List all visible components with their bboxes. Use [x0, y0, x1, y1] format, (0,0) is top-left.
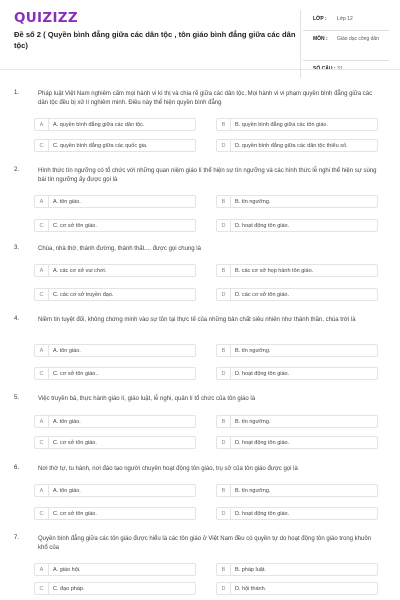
option-letter: A [35, 119, 49, 130]
option-text: C. các cơ sở truyền đạo. [53, 291, 114, 298]
option-text: B. quyền bình đẳng giữa các tôn giáo. [235, 121, 328, 128]
option-letter: B [217, 485, 231, 496]
option-letter: B [217, 345, 231, 356]
meta-label [303, 66, 337, 78]
question-number: 7. [14, 535, 20, 541]
option-text: D. hoạt động tôn giáo. [235, 222, 290, 229]
question-item [14, 90, 386, 160]
question-text: Hình thức tín ngưỡng có tổ chức với những quan niệm giáo lí thể hiện sự tín ngưỡng và các hình thức lễ nghi thể hiện sự sùng bái tín ngưỡng ấy được gọi là [38, 168, 377, 183]
option-letter: C [35, 583, 49, 594]
option-d[interactable] [216, 582, 378, 595]
option-text: B. pháp luật. [235, 566, 266, 573]
option-letter: D [217, 508, 231, 519]
option-c[interactable] [34, 367, 196, 380]
option-text: C. quyền bình đẳng giữa các quốc gia. [53, 142, 148, 149]
question-item [14, 395, 386, 457]
option-text: D. hoạt động tôn giáo. [235, 439, 290, 446]
option-letter: A [35, 265, 49, 276]
question-text: Chùa, nhà thờ, thánh đường, thánh thất.... được gọi chung là [38, 246, 201, 252]
question-item [14, 245, 386, 307]
option-a[interactable] [34, 415, 196, 428]
option-b[interactable] [216, 415, 378, 428]
meta-label: LỚP : [313, 16, 327, 22]
option-letter: D [217, 437, 231, 448]
meta-row-subject [303, 31, 389, 61]
meta-value: Lớp 12 [337, 16, 353, 22]
option-c[interactable] [34, 288, 196, 301]
option-a[interactable] [34, 484, 196, 497]
option-letter: D [217, 140, 231, 151]
option-c[interactable] [34, 139, 196, 152]
option-letter: A [35, 196, 49, 207]
question-item [14, 316, 386, 386]
option-letter: B [217, 119, 231, 130]
quizizz-logo: QUIZIZZ [14, 10, 78, 26]
meta-panel [300, 10, 389, 78]
option-b[interactable] [216, 563, 378, 576]
option-text: A. tôn giáo. [53, 198, 81, 205]
option-letter: A [35, 345, 49, 356]
option-letter: C [35, 140, 49, 151]
option-letter: D [217, 368, 231, 379]
option-b[interactable] [216, 484, 378, 497]
option-letter: C [35, 220, 49, 231]
option-text: C. cơ sở tôn giáo. [53, 510, 97, 517]
option-b[interactable] [216, 264, 378, 277]
question-number: 4. [14, 316, 20, 322]
option-text: D. hoạt động tôn giáo. [235, 510, 290, 517]
option-c[interactable] [34, 219, 196, 232]
option-text: A. tôn giáo. [53, 487, 81, 494]
option-b[interactable] [216, 118, 378, 131]
option-letter: A [35, 564, 49, 575]
option-letter: A [35, 416, 49, 427]
question-item [14, 167, 386, 237]
meta-label: MÔN : [313, 36, 328, 42]
option-letter: D [217, 289, 231, 300]
option-d[interactable] [216, 288, 378, 301]
option-d[interactable] [216, 436, 378, 449]
option-text: B. tín ngưỡng. [235, 487, 271, 494]
meta-value: Giáo dục công dân [337, 36, 379, 42]
option-text: B. tín ngưỡng. [235, 418, 271, 425]
option-text: A. tôn giáo. [53, 347, 81, 354]
option-letter: C [35, 508, 49, 519]
option-a[interactable] [34, 563, 196, 576]
option-text: D. hội thánh. [235, 585, 267, 592]
question-text: Quyền bình đẳng giữa các tôn giáo được hiểu là các tôn giáo ở Việt Nam đều có quyền tự do hoạt động tôn giáo trong khuôn khổ của [38, 536, 372, 551]
option-letter: C [35, 289, 49, 300]
option-a[interactable] [34, 264, 196, 277]
question-text: Pháp luật Việt Nam nghiêm cấm mọi hành vi kì thị và chia rẽ giữa các dân tộc. Mọi hành vi vi phạm quyền bình đẳng giữa các dân tộc đều bị xử lí nghiêm minh. Điều này thể hiện quyền bình đẳng [38, 91, 373, 106]
option-text: A. tôn giáo. [53, 418, 81, 425]
option-text: B. tín ngưỡng. [235, 347, 271, 354]
option-d[interactable] [216, 507, 378, 520]
option-letter: C [35, 437, 49, 448]
option-text: A. giáo hội. [53, 566, 81, 573]
option-letter: D [217, 220, 231, 231]
option-letter: B [217, 416, 231, 427]
option-c[interactable] [34, 582, 196, 595]
option-a[interactable] [34, 195, 196, 208]
option-a[interactable] [34, 344, 196, 357]
question-number: 3. [14, 245, 20, 251]
meta-row-class [303, 10, 389, 31]
option-text: B. tín ngưỡng. [235, 198, 271, 205]
option-c[interactable] [34, 507, 196, 520]
question-number: 5. [14, 395, 20, 401]
option-letter: C [35, 368, 49, 379]
question-text: Nơi thờ tự, tu hành, nơi đào tạo người chuyên hoạt động tôn giáo, trụ sở của tôn giáo được gọi là [38, 466, 298, 472]
option-letter: A [35, 485, 49, 496]
option-letter: B [217, 265, 231, 276]
option-text: C. cơ sở tôn giáo. [53, 439, 97, 446]
option-d[interactable] [216, 139, 378, 152]
question-item [14, 465, 386, 527]
option-d[interactable] [216, 219, 378, 232]
option-text: C. đạo pháp. [53, 585, 85, 592]
header-divider [0, 69, 400, 70]
option-letter: D [217, 583, 231, 594]
question-text: Việc truyền bá, thực hành giáo lí, giáo luật, lễ nghi, quản lí tổ chức của tôn giáo là [38, 396, 256, 402]
option-text: D. quyền bình đẳng giữa các dân tộc thiểu số. [235, 142, 348, 149]
option-text: D. các cơ sở tôn giáo. [235, 291, 289, 298]
meta-value [337, 66, 389, 78]
option-text: B. các cơ sở họp hành tôn giáo. [235, 267, 314, 274]
quiz-title: Đề số 2 ( Quyền bình đẳng giữa các dân tộc , tôn giáo bình đẳng giữa các dân tộc) [14, 30, 296, 50]
question-number: 1. [14, 90, 20, 96]
option-d[interactable] [216, 367, 378, 380]
option-text: A. các cơ sở vui chơi. [53, 267, 107, 274]
question-number: 6. [14, 465, 20, 471]
option-a[interactable] [34, 118, 196, 131]
question-text: Niềm tin tuyệt đối, không chứng minh vào sự tồn tại thực tế của những bản chất siêu nhiên như thánh thần, chúa trời là [38, 317, 356, 323]
option-text: C. cơ sở tôn giáo. [53, 222, 97, 229]
option-text: C. cơ sở tôn giáo.. [53, 370, 99, 377]
option-letter: B [217, 564, 231, 575]
option-text: A. quyền bình đẳng giữa các dân tộc. [53, 121, 145, 128]
question-item [14, 535, 386, 597]
worksheet-header [14, 10, 386, 70]
option-c[interactable] [34, 436, 196, 449]
option-letter: B [217, 196, 231, 207]
option-b[interactable] [216, 195, 378, 208]
option-b[interactable] [216, 344, 378, 357]
option-text: D. hoạt động tôn giáo. [235, 370, 290, 377]
question-number: 2. [14, 167, 20, 173]
